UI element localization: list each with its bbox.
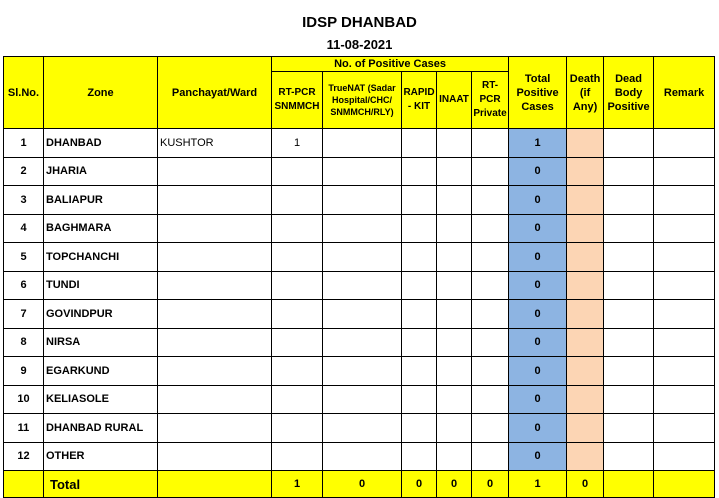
row-sl-no: 12 [4,442,44,471]
row-panchayat [158,357,272,386]
row-panchayat [158,414,272,443]
row-death [567,214,604,243]
totals-rapid-kit: 0 [402,471,437,498]
row-sl-no: 5 [4,243,44,272]
row-rtpcr-snmmch [272,300,323,329]
positive-cases-table [3,56,715,498]
row-inaat [437,214,472,243]
row-zone: DHANBAD [44,129,158,158]
row-rtpcr-snmmch [272,243,323,272]
table-row [4,243,715,272]
row-death [567,157,604,186]
row-remark [654,328,715,357]
row-death [567,186,604,215]
row-total-positive: 0 [509,214,567,243]
row-inaat [437,357,472,386]
header-positive-cases-group: No. of Positive Cases [272,57,509,72]
row-sl-no: 8 [4,328,44,357]
row-dead-body-positive [604,186,654,215]
row-rtpcr-snmmch: 1 [272,129,323,158]
row-truenat [323,328,402,357]
row-dead-body-positive [604,243,654,272]
row-truenat [323,214,402,243]
row-truenat [323,414,402,443]
table-row [4,214,715,243]
header-panchayat: Panchayat/Ward [158,57,272,129]
report-date: 11-08-2021 [326,37,393,52]
row-rtpcr-snmmch [272,328,323,357]
row-truenat [323,157,402,186]
row-panchayat [158,385,272,414]
row-rtpcr-snmmch [272,414,323,443]
row-truenat [323,129,402,158]
row-rtpcr-snmmch [272,271,323,300]
row-inaat [437,414,472,443]
row-remark [654,214,715,243]
row-total-positive: 0 [509,442,567,471]
row-dead-body-positive [604,357,654,386]
totals-truenat: 0 [323,471,402,498]
row-sl-no: 7 [4,300,44,329]
row-rtpcr-private [472,214,509,243]
row-rtpcr-snmmch [272,157,323,186]
totals-panchayat-cell [158,471,272,498]
row-dead-body-positive [604,414,654,443]
totals-row [4,471,715,498]
row-rtpcr-private [472,186,509,215]
row-zone: KELIASOLE [44,385,158,414]
table-row [4,271,715,300]
row-remark [654,385,715,414]
row-rapid-kit [402,243,437,272]
row-rapid-kit [402,300,437,329]
row-zone: GOVINDPUR [44,300,158,329]
row-rtpcr-private [472,129,509,158]
totals-remark-cell [654,471,715,498]
row-dead-body-positive [604,328,654,357]
row-rtpcr-private [472,328,509,357]
totals-sl-cell [4,471,44,498]
header-remark: Remark [654,57,715,129]
row-sl-no: 4 [4,214,44,243]
row-remark [654,414,715,443]
row-total-positive: 0 [509,157,567,186]
header-rapid-kit: RAPID - KIT [402,72,437,129]
header-inaat: INAAT [437,72,472,129]
row-panchayat [158,186,272,215]
row-panchayat [158,243,272,272]
row-remark [654,271,715,300]
row-total-positive: 0 [509,357,567,386]
row-total-positive: 0 [509,328,567,357]
table-row [4,442,715,471]
totals-inaat: 0 [437,471,472,498]
row-dead-body-positive [604,300,654,329]
row-zone: EGARKUND [44,357,158,386]
row-inaat [437,157,472,186]
row-sl-no: 2 [4,157,44,186]
row-rapid-kit [402,271,437,300]
row-dead-body-positive [604,129,654,158]
row-rtpcr-private [472,357,509,386]
row-inaat [437,328,472,357]
table-row [4,186,715,215]
row-death [567,300,604,329]
row-remark [654,300,715,329]
header-sl-no: Sl.No. [4,57,44,129]
row-truenat [323,442,402,471]
row-total-positive: 0 [509,271,567,300]
header-total-positive: Total Positive Cases [509,57,567,129]
row-rtpcr-snmmch [272,357,323,386]
row-panchayat [158,214,272,243]
row-truenat [323,243,402,272]
row-zone: JHARIA [44,157,158,186]
row-total-positive: 0 [509,186,567,215]
row-remark [654,129,715,158]
row-rapid-kit [402,157,437,186]
row-panchayat [158,157,272,186]
row-panchayat [158,300,272,329]
totals-label: Total [44,471,158,498]
totals-death: 0 [567,471,604,498]
row-panchayat [158,271,272,300]
row-rapid-kit [402,214,437,243]
totals-rtpcr-private: 0 [472,471,509,498]
row-rtpcr-private [472,271,509,300]
row-zone: NIRSA [44,328,158,357]
row-rtpcr-private [472,442,509,471]
row-remark [654,186,715,215]
row-death [567,414,604,443]
row-inaat [437,300,472,329]
row-remark [654,442,715,471]
row-death [567,271,604,300]
header-truenat: TrueNAT (Sadar Hospital/CHC/ SNMMCH/RLY) [323,72,402,129]
table-row [4,328,715,357]
totals-dead-body-cell [604,471,654,498]
table-row [4,157,715,186]
row-dead-body-positive [604,442,654,471]
row-truenat [323,271,402,300]
row-zone: BAGHMARA [44,214,158,243]
row-death [567,442,604,471]
row-truenat [323,357,402,386]
table-row [4,414,715,443]
row-rapid-kit [402,442,437,471]
row-rtpcr-private [472,157,509,186]
table-row [4,300,715,329]
row-rtpcr-private [472,243,509,272]
row-remark [654,157,715,186]
row-death [567,129,604,158]
row-sl-no: 3 [4,186,44,215]
report-title: IDSP DHANBAD [302,14,417,31]
row-rtpcr-private [472,300,509,329]
row-total-positive: 1 [509,129,567,158]
row-zone: BALIAPUR [44,186,158,215]
header-zone: Zone [44,57,158,129]
row-truenat [323,186,402,215]
row-rapid-kit [402,186,437,215]
row-panchayat [158,442,272,471]
row-death [567,243,604,272]
row-sl-no: 1 [4,129,44,158]
row-total-positive: 0 [509,414,567,443]
row-rtpcr-snmmch [272,214,323,243]
row-inaat [437,271,472,300]
row-rtpcr-snmmch [272,442,323,471]
row-death [567,357,604,386]
row-rtpcr-snmmch [272,186,323,215]
totals-total-positive: 1 [509,471,567,498]
header-dead-body-positive: Dead Body Positive [604,57,654,129]
row-death [567,328,604,357]
header-death: Death (if Any) [567,57,604,129]
row-panchayat: KUSHTOR [158,129,272,158]
row-inaat [437,442,472,471]
row-remark [654,243,715,272]
row-inaat [437,243,472,272]
row-total-positive: 0 [509,385,567,414]
table-row [4,385,715,414]
row-sl-no: 10 [4,385,44,414]
row-inaat [437,186,472,215]
row-truenat [323,300,402,329]
row-dead-body-positive [604,385,654,414]
row-dead-body-positive [604,271,654,300]
header-rtpcr-private: RT-PCR Private [472,72,509,129]
row-rapid-kit [402,357,437,386]
row-sl-no: 6 [4,271,44,300]
row-zone: OTHER [44,442,158,471]
row-rapid-kit [402,328,437,357]
row-remark [654,357,715,386]
row-dead-body-positive [604,157,654,186]
row-inaat [437,129,472,158]
table-row [4,129,715,158]
row-total-positive: 0 [509,243,567,272]
totals-rtpcr-snmmch: 1 [272,471,323,498]
row-rapid-kit [402,385,437,414]
row-zone: TUNDI [44,271,158,300]
row-dead-body-positive [604,214,654,243]
row-sl-no: 9 [4,357,44,386]
row-rtpcr-snmmch [272,385,323,414]
row-truenat [323,385,402,414]
header-rtpcr-snmmch: RT-PCR SNMMCH [272,72,323,129]
row-sl-no: 11 [4,414,44,443]
row-total-positive: 0 [509,300,567,329]
row-zone: DHANBAD RURAL [44,414,158,443]
row-rtpcr-private [472,385,509,414]
row-rapid-kit [402,414,437,443]
table-row [4,357,715,386]
row-rapid-kit [402,129,437,158]
row-panchayat [158,328,272,357]
row-inaat [437,385,472,414]
row-rtpcr-private [472,414,509,443]
row-death [567,385,604,414]
row-zone: TOPCHANCHI [44,243,158,272]
